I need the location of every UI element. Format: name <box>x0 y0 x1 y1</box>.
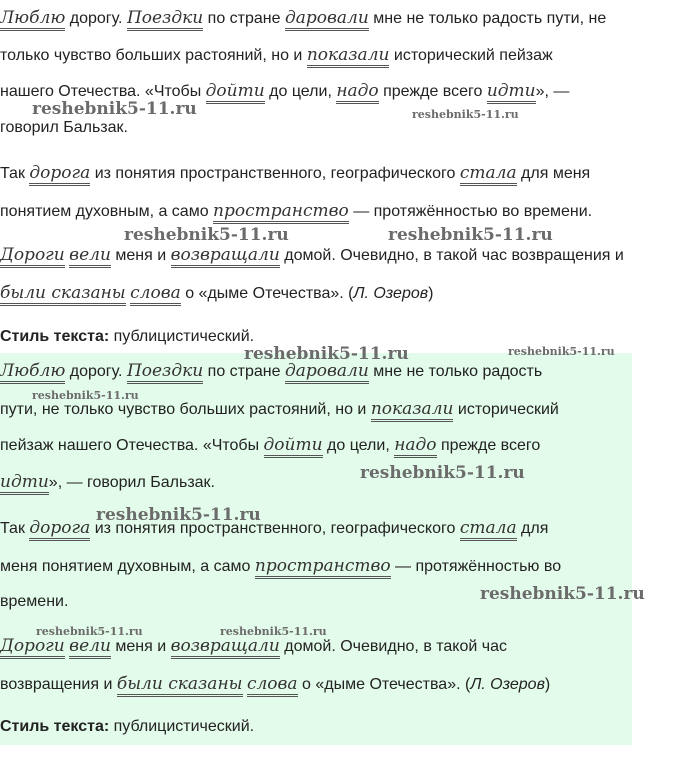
text-run: о «дыме Отечества». ( <box>297 676 471 693</box>
text-line <box>0 359 542 384</box>
text-run: по стране <box>203 363 285 380</box>
watermark-text: reshebnik5-11.ru <box>32 389 139 402</box>
text-run: исторический пейзаж <box>389 47 553 64</box>
highlighted-word: Дороги <box>0 245 65 268</box>
text-run: домой. Очевидно, в такой час возвращения и <box>279 247 624 264</box>
watermark-text: reshebnik5-11.ru <box>124 225 289 245</box>
text-run: нашего Отечества. «Чтобы <box>0 83 206 100</box>
watermark-text: reshebnik5-11.ru <box>220 625 327 638</box>
highlighted-word: стала <box>460 518 517 541</box>
highlighted-word: идти <box>0 472 49 495</box>
highlighted-word: даровали <box>285 8 369 31</box>
highlighted-word: стала <box>460 163 517 186</box>
highlighted-word: показали <box>307 45 390 68</box>
text-run: пути, не только чувство больших растояний, но и <box>0 401 371 418</box>
text-run: прежде всего <box>436 437 541 454</box>
text-line <box>0 590 68 614</box>
highlighted-word: вели <box>69 636 111 659</box>
text-line <box>0 470 215 495</box>
text-line <box>0 161 590 186</box>
text-run: Так <box>0 165 30 182</box>
text-run: говорил Бальзак. <box>0 119 128 136</box>
highlighted-word: Дороги <box>0 636 65 659</box>
text-run: для <box>516 520 549 537</box>
highlighted-word: возвращали <box>171 245 280 268</box>
text-run: исторический <box>453 401 559 418</box>
watermark-text: reshebnik5-11.ru <box>388 225 553 245</box>
text-run: для меня <box>516 165 591 182</box>
text-line <box>0 516 548 541</box>
text-run: понятием духовным, а само <box>0 203 214 220</box>
watermark-text: reshebnik5-11.ru <box>96 505 261 525</box>
text-run: меня и <box>110 247 171 264</box>
text-line <box>0 6 606 31</box>
highlighted-word: дойти <box>264 435 323 458</box>
highlighted-word: Люблю <box>0 8 65 31</box>
text-run: дорогу. <box>65 363 127 380</box>
text-run: ) <box>544 676 551 693</box>
text-run: мне не только радость <box>368 363 543 380</box>
text-line <box>0 43 553 68</box>
text-run: прежде всего <box>378 83 487 100</box>
text-line <box>0 79 569 104</box>
text-run: ) <box>428 285 434 302</box>
text-run: возвращения и <box>0 676 117 693</box>
text-run: — протяжённостью во <box>390 558 562 575</box>
text-run: до цели, <box>264 83 337 100</box>
text-style-line <box>0 325 254 349</box>
text-line <box>0 199 592 224</box>
text-run: из понятия пространственного, географического <box>90 520 460 537</box>
text-line <box>0 672 550 697</box>
highlighted-word: даровали <box>285 361 369 384</box>
highlighted-word: возвращали <box>171 636 280 659</box>
highlighted-word: дорога <box>29 518 90 541</box>
text-run: по стране <box>203 10 285 27</box>
highlighted-word: слова <box>247 674 298 697</box>
watermark-text: reshebnik5-11.ru <box>480 584 645 604</box>
text-run: только чувство больших растояний, но и <box>0 47 307 64</box>
text-run: », — говорил Бальзак. <box>48 474 215 491</box>
text-run: времени. <box>0 593 69 610</box>
highlighted-word: показали <box>371 399 454 422</box>
text-run: Так <box>0 520 30 537</box>
watermark-text: reshebnik5-11.ru <box>412 108 519 121</box>
text-run: из понятия пространственного, географического <box>90 165 460 182</box>
highlighted-word: надо <box>336 81 378 104</box>
highlighted-word: пространство <box>255 556 391 579</box>
highlighted-word: слова <box>130 283 181 306</box>
text-run: о «дыме Отечества». ( <box>180 285 354 302</box>
highlighted-word: дойти <box>206 81 265 104</box>
answer-text-block <box>0 353 632 745</box>
watermark-text: reshebnik5-11.ru <box>244 344 409 364</box>
text-line <box>0 243 624 268</box>
source-author: Л. Озеров <box>470 676 545 693</box>
text-style-label: Стиль текста: <box>0 718 110 735</box>
text-run: до цели, <box>322 437 395 454</box>
text-line <box>0 116 128 140</box>
text-run: мне не только радость пути, не <box>368 10 607 27</box>
highlighted-word: Поездки <box>127 8 203 31</box>
highlighted-word: вели <box>69 245 111 268</box>
text-run: пейзаж нашего Отечества. «Чтобы <box>0 437 264 454</box>
highlighted-word: дорога <box>29 163 90 186</box>
source-author: Л. Озеров <box>353 285 429 302</box>
highlighted-word: надо <box>394 435 436 458</box>
text-run: дорогу. <box>65 10 127 27</box>
text-line <box>0 433 540 458</box>
text-style-value: публицистический. <box>109 328 255 345</box>
text-run: меня понятием духовным, а само <box>0 558 255 575</box>
text-run: », — <box>535 83 570 100</box>
highlighted-word: Люблю <box>0 361 65 384</box>
text-run: домой. Очевидно, в такой час <box>279 638 507 655</box>
watermark-text: reshebnik5-11.ru <box>508 345 615 358</box>
text-line <box>0 397 559 422</box>
text-line <box>0 634 507 659</box>
highlighted-word: Поездки <box>127 361 203 384</box>
watermark-text: reshebnik5-11.ru <box>36 625 143 638</box>
highlighted-word: были сказаны <box>0 283 126 306</box>
text-style-line <box>0 715 254 739</box>
text-line <box>0 554 561 579</box>
watermark-text: reshebnik5-11.ru <box>360 463 525 483</box>
highlighted-word: были сказаны <box>117 674 243 697</box>
text-line <box>0 281 433 306</box>
text-style-value: публицистический. <box>109 718 255 735</box>
text-style-label: Стиль текста: <box>0 328 110 345</box>
watermark-text: reshebnik5-11.ru <box>32 99 197 119</box>
highlighted-word: пространство <box>213 201 349 224</box>
highlighted-word: идти <box>487 81 536 104</box>
text-run: — протяжённостью во времени. <box>348 203 593 220</box>
text-run: меня и <box>110 638 171 655</box>
